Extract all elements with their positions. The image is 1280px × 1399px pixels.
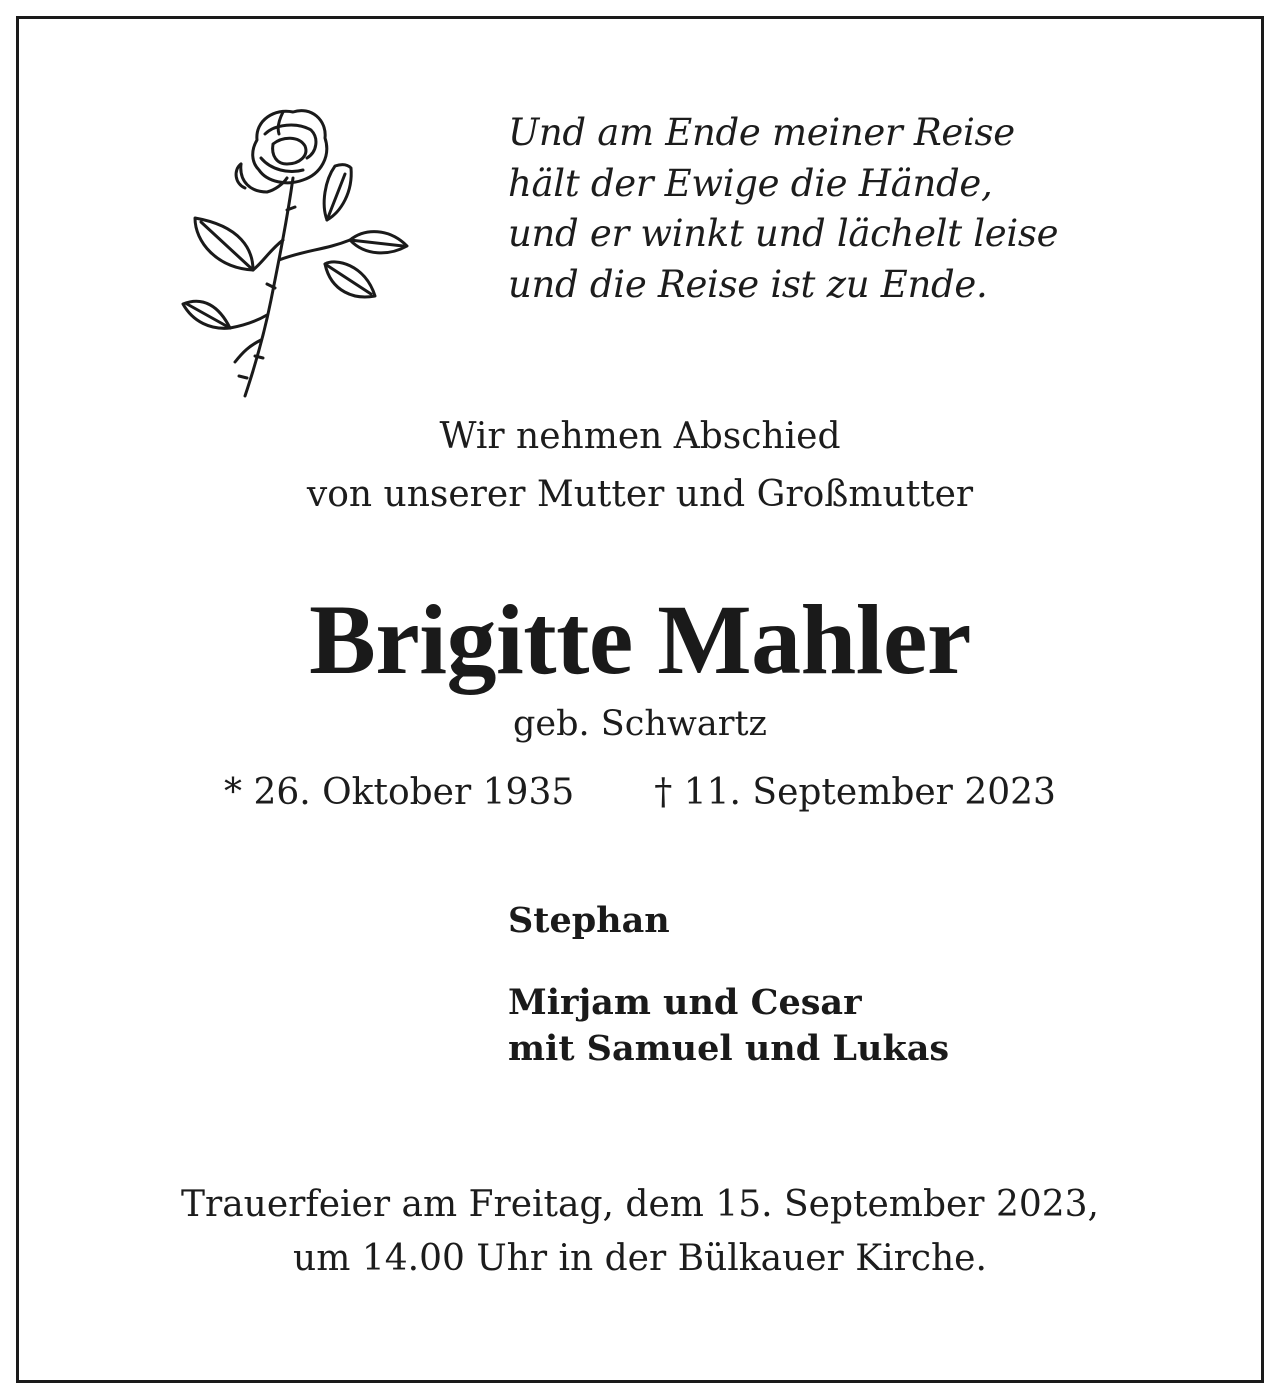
poem-line: und er winkt und lächelt leise bbox=[508, 212, 1059, 255]
mourner-group bbox=[508, 980, 949, 1072]
maiden-name: geb. Schwartz bbox=[513, 704, 767, 744]
poem-line: Und am Ende meiner Reise bbox=[508, 111, 1015, 154]
poem-line: hält der Ewige die Hände, bbox=[508, 161, 993, 205]
service-line: um 14.00 Uhr in der Bülkauer Kirche. bbox=[293, 1238, 987, 1279]
mourner-group bbox=[508, 898, 670, 944]
birth-date: * 26. Oktober 1935 bbox=[224, 772, 575, 813]
life-dates bbox=[0, 768, 1280, 818]
mourner-name: Stephan bbox=[508, 900, 670, 941]
intro-line: von unserer Mutter und Großmutter bbox=[306, 474, 974, 515]
poem bbox=[508, 108, 1058, 310]
mourner-name: mit Samuel und Lukas bbox=[508, 1028, 950, 1069]
intro-line: Wir nehmen Abschied bbox=[439, 416, 841, 457]
poem-line: und die Reise ist zu Ende. bbox=[508, 262, 988, 306]
mourner-name: Mirjam und Cesar bbox=[508, 982, 862, 1023]
service-line: Trauerfeier am Freitag, dem 15. September 2023, bbox=[181, 1184, 1099, 1225]
deceased-name: Brigitte Mahler bbox=[309, 584, 971, 695]
funeral-service-info bbox=[0, 1178, 1280, 1286]
rose-icon bbox=[175, 100, 415, 400]
intro-text bbox=[0, 408, 1280, 524]
death-date: † 11. September 2023 bbox=[654, 772, 1056, 813]
